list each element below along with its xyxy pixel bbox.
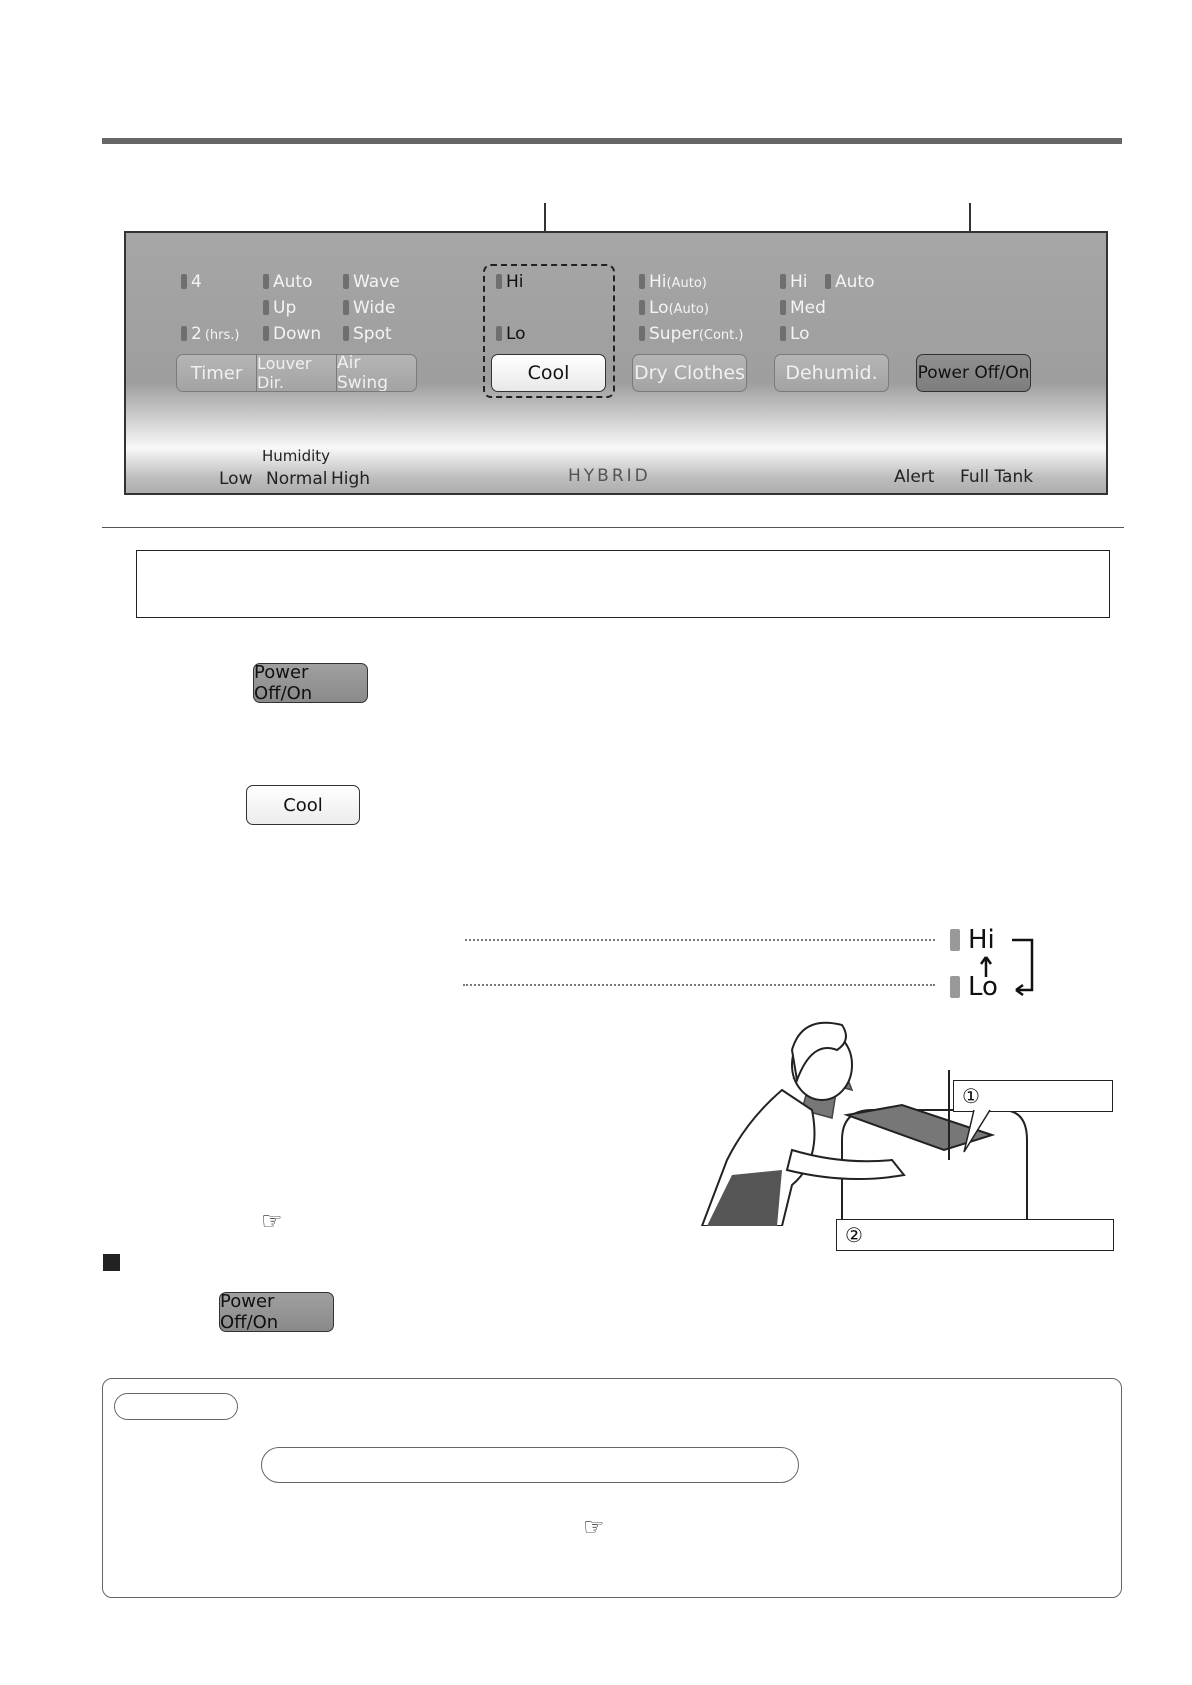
louver-led-down: Down <box>263 324 321 344</box>
section-divider <box>102 527 1124 528</box>
humidity-label: Humidity <box>262 447 331 465</box>
cycle-arrows <box>976 935 1036 1000</box>
swing-led-wide: Wide <box>343 298 395 318</box>
note-box <box>102 1378 1122 1598</box>
cycle-lo: Lo <box>950 973 998 1001</box>
note-inner-pill <box>261 1447 799 1483</box>
control-panel <box>124 231 1108 495</box>
timer-louver-swing-group <box>176 354 417 392</box>
dehumid-button[interactable]: Dehumid. <box>774 354 889 392</box>
cycle-hi: Hi <box>950 926 995 954</box>
stop-power-button[interactable]: Power Off/On <box>219 1292 334 1332</box>
air-swing-button[interactable]: Air Swing <box>337 355 416 391</box>
dry-led-super: Super(Cont.) <box>639 324 743 346</box>
dry-led-lo: Lo(Auto) <box>639 298 709 320</box>
humidity-low: Low <box>219 469 253 489</box>
cool-led-hi: Hi <box>496 272 524 292</box>
hi-leader-line <box>465 939 935 941</box>
brand-logo: HYBRID <box>568 466 651 486</box>
swing-led-wave: Wave <box>343 272 400 292</box>
header-rule <box>102 138 1122 144</box>
dehumid-led-med: Med <box>780 298 826 318</box>
step-cool-button[interactable]: Cool <box>246 785 360 825</box>
dry-clothes-button[interactable]: Dry Clothes <box>632 354 747 392</box>
louver-led-up: Up <box>263 298 296 318</box>
swing-led-spot: Spot <box>343 324 392 344</box>
humidity-high: High <box>331 469 371 489</box>
dehumid-led-lo: Lo <box>780 324 810 344</box>
section-bullet-icon <box>103 1254 120 1271</box>
lo-leader-line <box>463 984 935 986</box>
timer-led-2: 2 (hrs.) <box>181 324 239 346</box>
full-tank-label: Full Tank <box>960 467 1034 487</box>
power-button[interactable]: Power Off/On <box>916 354 1031 392</box>
label-1-pointer <box>960 1108 1000 1158</box>
dehumid-led-hi: Hi <box>780 272 808 292</box>
note-title-pill <box>114 1393 238 1420</box>
louver-led-auto: Auto <box>263 272 312 292</box>
illustration-label-2: ② <box>836 1219 1114 1251</box>
notice-box <box>136 550 1110 618</box>
cool-led-lo: Lo <box>496 324 526 344</box>
illustration-label-1: ① <box>953 1080 1113 1112</box>
dehumid-led-auto: Auto <box>825 272 874 292</box>
note-pointing-hand-icon: ☞ <box>583 1513 605 1541</box>
louver-dir-button[interactable]: Louver Dir. <box>257 355 337 391</box>
pointing-hand-icon: ☞ <box>261 1207 283 1235</box>
dry-led-hi: Hi(Auto) <box>639 272 707 294</box>
timer-button[interactable]: Timer <box>177 355 257 391</box>
timer-led-4: 4 <box>181 272 202 292</box>
humidity-normal: Normal <box>266 469 328 489</box>
cool-button[interactable]: Cool <box>491 354 606 392</box>
alert-label: Alert <box>894 467 935 487</box>
step-power-button[interactable]: Power Off/On <box>253 663 368 703</box>
